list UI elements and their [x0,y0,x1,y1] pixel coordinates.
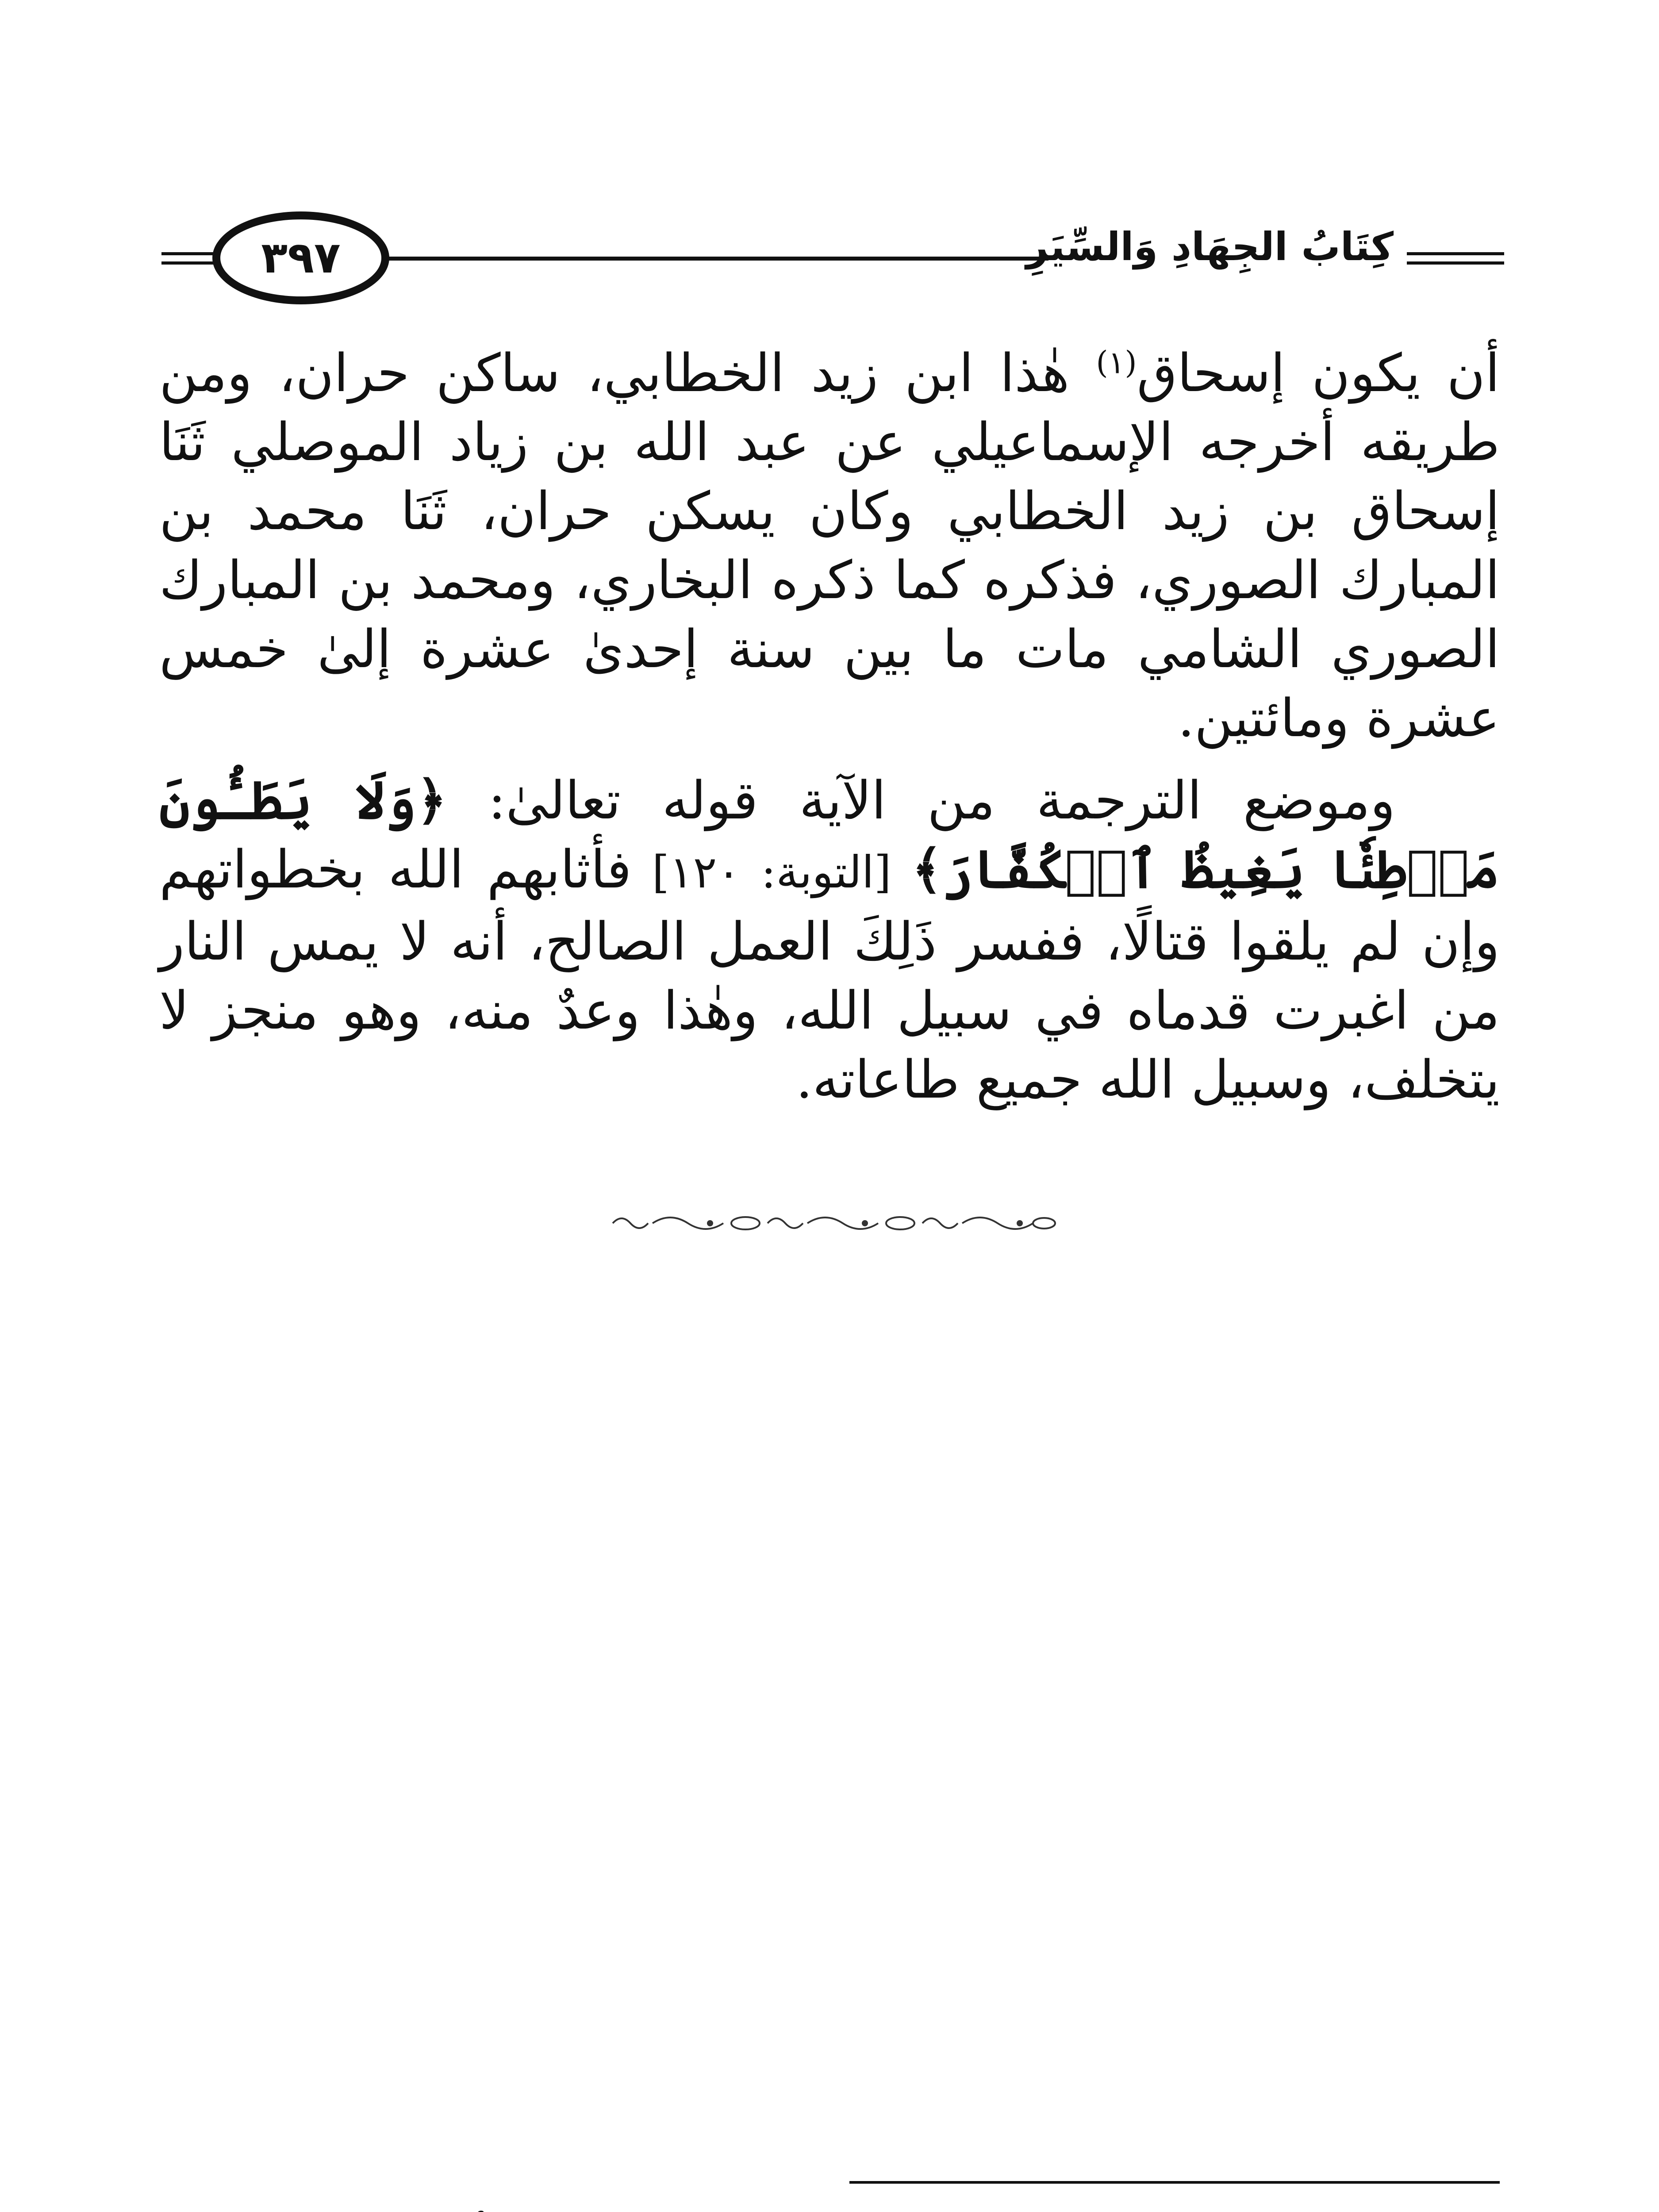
verse-citation: [التوبة: ١٢٠] [631,846,912,898]
header-rule-middle [385,257,1048,261]
page-number-frame [212,211,389,304]
paragraph-2-intro: وموضع الترجمة من الآية قوله تعالىٰ: [447,770,1395,831]
page-number: ٣٩٧ [261,233,341,283]
paragraph-2 [159,766,1500,1114]
ornament-divider [608,1210,1060,1237]
footnote-separator [849,2181,1500,2184]
footnote-1 [159,2208,1500,2212]
footnotes [159,2208,1500,2212]
paragraph-1-rest: هٰذا ابن زيد الخطابي، ساكن حران، ومن طريقه أخرجه الإسماعيلي عن عبد الله بن زياد الموصلي ثَنَا إسحاق بن زيد الخطابي وكان يسكن حران، ثَنَا محمد بن المبارك الصوري، فذكره كما ذكره البخاري، ومحمد بن المبارك الصوري الشامي مات ما بين سنة إحدىٰ عشرة إلىٰ خمس عشرة ومائتين. [159,342,1500,749]
paragraph-1 [159,338,1500,753]
paragraph-1-start: أن يكون إسحاق [1137,342,1500,403]
running-title: كِتَابُ الجِهَادِ وَالسِّيَرِ [1026,224,1394,269]
header-rule-left [161,252,219,265]
header-rule-right [1407,252,1504,265]
quran-verse: ﴿وَلَا يَطَـُٔونَ مَوۡطِئٗا يَغِيظُ ٱلۡكُفَّارَ﴾ [159,769,1500,900]
footnote-reference: (١) [1096,344,1137,381]
main-text [159,338,1500,1114]
paragraph-2-rest: فأثابهم الله بخطواتهم وإن لم يلقوا قتالًا، ففسر ذَلِكَ العمل الصالح، أنه لا يمس النار من اغبرت قدماه في سبيل الله، وهٰذا وعدٌ منه، وهو منجز لا يتخلف، وسبيل الله جميع طاعاته. [159,839,1500,1110]
